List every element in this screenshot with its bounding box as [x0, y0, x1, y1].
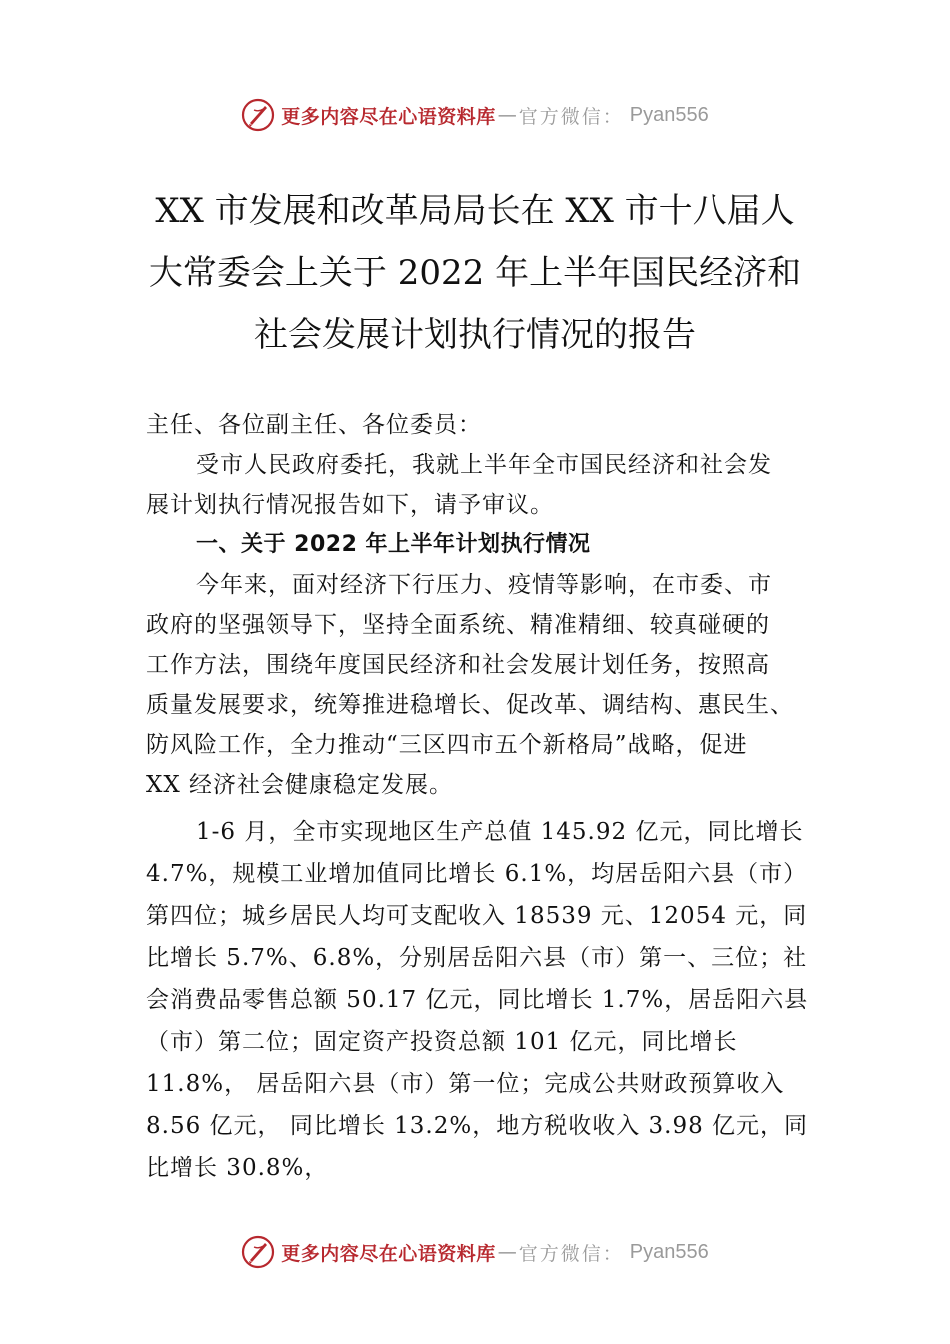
quill-logo-icon	[241, 1235, 275, 1269]
watermark-main-text: 更多内容尽在心语资料库	[281, 1242, 496, 1265]
document-title	[110, 180, 840, 366]
quill-logo-icon	[241, 98, 275, 132]
watermark-dash: —	[497, 104, 517, 126]
paragraph-line: 受市人民政府委托，我就上半年全市国民经济和社会发	[196, 452, 772, 478]
paragraph-line: XX 经济社会健康稳定发展。	[146, 772, 454, 798]
document-body	[146, 405, 808, 1189]
paragraph-line: 防风险工作，全力推动“三区四市五个新格局”战略，促进	[146, 732, 748, 758]
paragraph-line: 4.7%，规模工业增加值同比增长 6.1%，均居岳阳六县（市）	[146, 861, 808, 887]
watermark-wechat-id: Pyan556	[629, 1240, 709, 1263]
paragraph-line: 工作方法，围绕年度国民经济和社会发展计划任务，按照高	[146, 652, 770, 678]
title-line: XX 市发展和改革局局长在 XX 市十八届人	[155, 191, 795, 231]
title-line: 社会发展计划执行情况的报告	[254, 315, 696, 355]
watermark-main-text: 更多内容尽在心语资料库	[281, 105, 496, 128]
paragraph-line: 政府的坚强领导下，坚持全面系统、精准精细、较真碰硬的	[146, 612, 770, 638]
watermark-dash: —	[497, 1241, 517, 1263]
paragraph-line: 会消费品零售总额 50.17 亿元，同比增长 1.7%，居岳阳六县	[146, 987, 809, 1013]
watermark-wechat-id: Pyan556	[629, 103, 709, 126]
paragraph-line: 8.56 亿元， 同比增长 13.2%，地方税收收入 3.98 亿元，同	[146, 1113, 809, 1139]
paragraph-line: 11.8%， 居岳阳六县（市）第一位；完成公共财政预算收入	[146, 1071, 785, 1097]
paragraph-line: 今年来，面对经济下行压力、疫情等影响，在市委、市	[196, 572, 772, 598]
paragraph-line: 质量发展要求，统筹推进稳增长、促改革、调结构、惠民生、	[146, 692, 794, 718]
paragraph-line: 展计划执行情况报告如下，请予审议。	[146, 492, 554, 518]
paragraph-line: 比增长 30.8%，	[146, 1155, 329, 1181]
paragraph-line: 第四位；城乡居民人均可支配收入 18539 元、12054 元，同	[146, 903, 808, 929]
paragraph-line: 1-6 月，全市实现地区生产总值 145.92 亿元，同比增长	[196, 819, 804, 845]
header-watermark	[0, 95, 950, 135]
section-heading: 一、关于 2022 年上半年计划执行情况	[196, 532, 591, 557]
paragraph-line: （市）第二位；固定资产投资总额 101 亿元，同比增长	[146, 1029, 738, 1055]
watermark-wechat-label: 官方微信：	[518, 105, 624, 128]
watermark-wechat-label: 官方微信：	[518, 1242, 624, 1265]
title-line: 大常委会上关于 2022 年上半年国民经济和	[148, 253, 802, 293]
salutation: 主任、各位副主任、各位委员：	[146, 412, 482, 438]
paragraph-line: 比增长 5.7%、6.8%，分别居岳阳六县（市）第一、三位；社	[146, 945, 808, 971]
footer-watermark	[0, 1232, 950, 1272]
